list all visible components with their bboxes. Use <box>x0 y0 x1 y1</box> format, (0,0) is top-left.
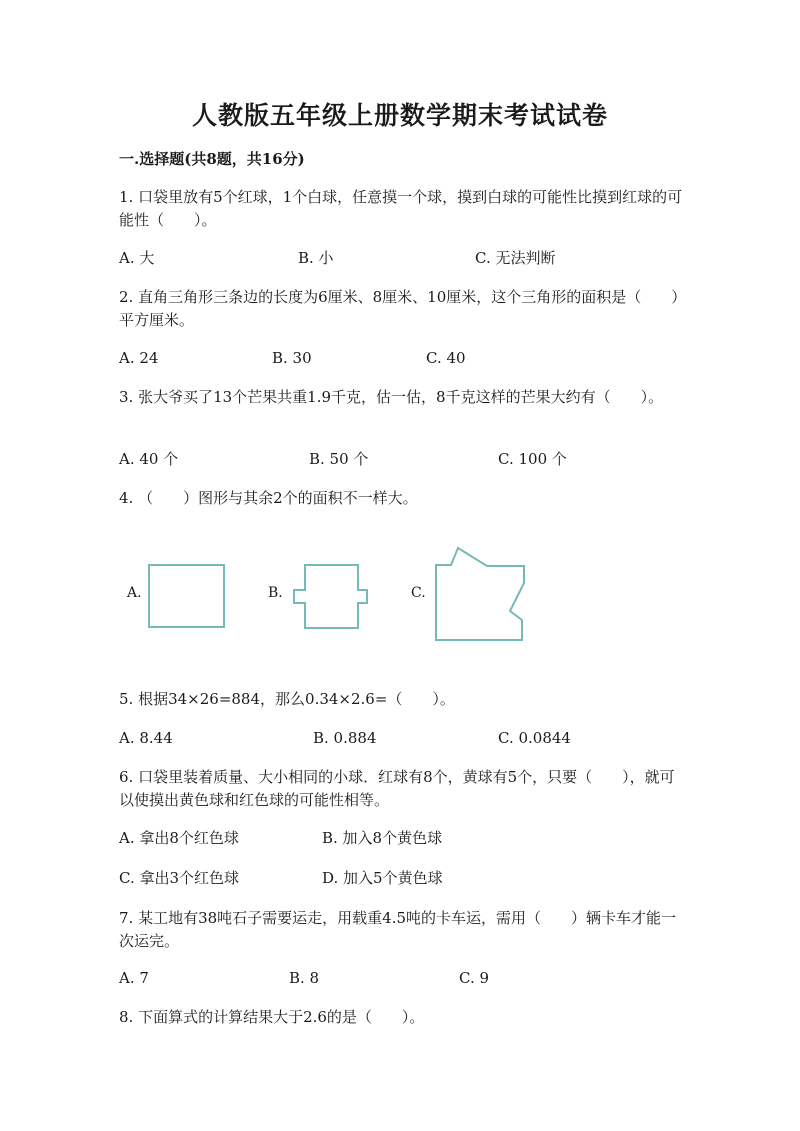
q6-option-d: D. 加入5个黄色球 <box>322 869 443 887</box>
q3-option-b: B. 50 个 <box>309 450 369 468</box>
q1-option-c: C. 无法判断 <box>475 249 556 267</box>
question-7: 7. 某工地有38吨石子需要运走，用载重4.5吨的卡车运，需用（ ）辆卡车才能一次运完。 <box>119 909 677 950</box>
question-6: 6. 口袋里装着质量、大小相同的小球．红球有8个，黄球有5个，只要（ ），就可以使摸出黄色球和红色球的可能性相等。 <box>119 768 675 809</box>
q6-option-a: A. 拿出8个红色球 <box>119 829 239 847</box>
q7-option-a: A. 7 <box>119 969 149 987</box>
q5-option-c: C. 0.0844 <box>498 729 571 747</box>
q2-option-a: A. 24 <box>119 349 159 367</box>
question-2: 2. 直角三角形三条边的长度为6厘米、8厘米、10厘米，这个三角形的面积是（ ）平方厘米。 <box>119 288 679 329</box>
q2-option-c: C. 40 <box>426 349 466 367</box>
q5-option-b: B. 0.884 <box>313 729 377 747</box>
q6-option-c: C. 拿出3个红色球 <box>119 869 240 887</box>
question-1: 1. 口袋里放有5个红球，1个白球，任意摸一个球，摸到白球的可能性比摸到红球的可能性（ ）。 <box>119 188 683 229</box>
figure-b-label: B. <box>268 585 283 601</box>
q7-option-c: C. 9 <box>459 969 490 987</box>
q3-option-c: C. 100 个 <box>498 450 567 468</box>
section-title: 一.选择题(共8题，共16分) <box>119 150 305 168</box>
q7-option-b: B. 8 <box>289 969 320 987</box>
question-3: 3. 张大爷买了13个芒果共重1.9千克，估一估，8千克这样的芒果大约有（ ）。 <box>119 388 664 406</box>
figure-a-label: A. <box>127 585 142 601</box>
q2-option-b: B. 30 <box>272 349 312 367</box>
q5-option-a: A. 8.44 <box>119 729 173 747</box>
page-title: 人教版五年级上册数学期末考试试卷 <box>191 101 608 130</box>
q6-option-b: B. 加入8个黄色球 <box>322 829 443 847</box>
q3-option-a: A. 40 个 <box>119 450 179 468</box>
q1-option-b: B. 小 <box>298 249 334 267</box>
figure-c-label: C. <box>411 585 426 601</box>
q1-option-a: A. 大 <box>119 249 155 267</box>
question-8: 8. 下面算式的计算结果大于2.6的是（ ）。 <box>119 1008 425 1026</box>
question-4: 4. （ ）图形与其余2个的面积不一样大。 <box>119 489 418 507</box>
question-5: 5. 根据34×26=884，那么0.34×2.6=（ ）。 <box>119 690 455 708</box>
